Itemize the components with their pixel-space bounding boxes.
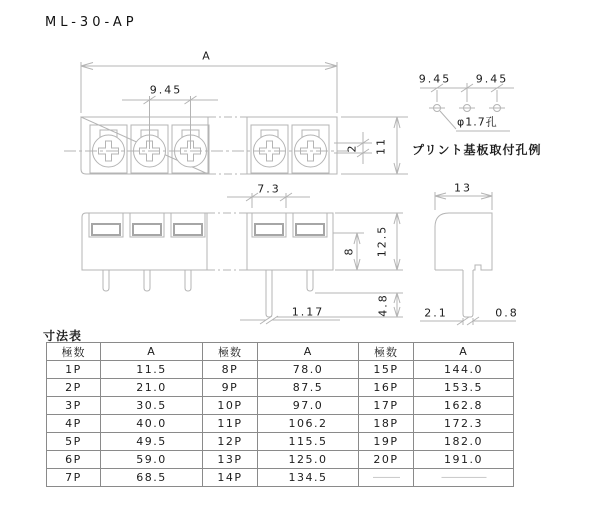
col-header-poles-1: 極数	[47, 343, 101, 361]
table-cell: 10P	[203, 397, 258, 415]
dim-overall-label: A	[202, 49, 212, 63]
table-cell: 20P	[359, 451, 414, 469]
table-cell: 125.0	[258, 451, 359, 469]
table-row	[47, 415, 514, 433]
table-cell: 4P	[47, 415, 101, 433]
table-cell: 11.5	[101, 361, 203, 379]
table-body	[47, 361, 514, 487]
table-cell: 134.5	[258, 469, 359, 487]
table-header-row	[47, 343, 514, 361]
table-cell: 172.3	[414, 415, 514, 433]
table-cell: ———	[359, 469, 414, 487]
dim-pin-tip-label: 0.8	[495, 306, 519, 320]
table-cell: 14P	[203, 469, 258, 487]
dim-offset-label: 2	[345, 143, 359, 153]
col-header-a-1: A	[101, 343, 203, 361]
table-cell: 162.8	[414, 397, 514, 415]
table-cell: 144.0	[414, 361, 514, 379]
table-cell: 40.0	[101, 415, 203, 433]
table-cell: 106.2	[258, 415, 359, 433]
table-cell: 182.0	[414, 433, 514, 451]
table-cell: 13P	[203, 451, 258, 469]
hole-diameter-label: φ1.7孔	[457, 115, 498, 129]
dim-lower-height-label: 8	[342, 246, 356, 256]
dimension-table	[46, 342, 514, 487]
table-cell: 1P	[47, 361, 101, 379]
table-cell: 15P	[359, 361, 414, 379]
table-row	[47, 397, 514, 415]
table-row	[47, 469, 514, 487]
table-cell: 87.5	[258, 379, 359, 397]
col-header-poles-2: 極数	[203, 343, 258, 361]
col-header-a-2: A	[258, 343, 359, 361]
table-cell: 49.5	[101, 433, 203, 451]
table-cell: 68.5	[101, 469, 203, 487]
dim-opening-label: 7.3	[257, 182, 281, 196]
table-row	[47, 361, 514, 379]
table-cell: 30.5	[101, 397, 203, 415]
table-cell: —————	[414, 469, 514, 487]
table-cell: 16P	[359, 379, 414, 397]
dim-pin-width-label: 1.17	[291, 305, 325, 319]
dim-hole-pitch-left-label: 9.45	[418, 72, 452, 86]
dim-hole-pitch-right-label: 9.45	[475, 72, 509, 86]
drawing-title: ML-30-AP	[45, 15, 138, 30]
table-cell: 59.0	[101, 451, 203, 469]
table-row	[47, 451, 514, 469]
table-cell: 21.0	[101, 379, 203, 397]
dim-side-width-label: 13	[454, 181, 472, 195]
col-header-poles-3: 極数	[359, 343, 414, 361]
col-header-a-3: A	[414, 343, 514, 361]
table-cell: 6P	[47, 451, 101, 469]
table-cell: 153.5	[414, 379, 514, 397]
top-view	[82, 193, 403, 324]
table-cell: 12P	[203, 433, 258, 451]
table-cell: 78.0	[258, 361, 359, 379]
table-cell: 8P	[203, 361, 258, 379]
table-cell: 7P	[47, 469, 101, 487]
table-cell: 97.0	[258, 397, 359, 415]
side-view	[420, 192, 516, 325]
dim-pin-thickness-label: 2.1	[424, 306, 448, 320]
dim-height-label: 11	[374, 137, 388, 155]
table-cell: 5P	[47, 433, 101, 451]
table-row	[47, 379, 514, 397]
dimension-table-title: 寸法表	[43, 329, 83, 343]
table-row	[47, 433, 514, 451]
table-cell: 115.5	[258, 433, 359, 451]
front-view	[64, 62, 408, 174]
dim-pin-length-label: 4.8	[376, 293, 390, 317]
table-cell: 2P	[47, 379, 101, 397]
dim-pitch-label: 9.45	[149, 83, 183, 97]
table-cell: 9P	[203, 379, 258, 397]
dim-total-height-label: 12.5	[375, 224, 389, 258]
table-cell: 19P	[359, 433, 414, 451]
table-cell: 17P	[359, 397, 414, 415]
table-cell: 11P	[203, 415, 258, 433]
table-cell: 3P	[47, 397, 101, 415]
table-cell: 18P	[359, 415, 414, 433]
table-cell: 191.0	[414, 451, 514, 469]
hole-pattern-caption: プリント基板取付孔例	[412, 143, 542, 157]
